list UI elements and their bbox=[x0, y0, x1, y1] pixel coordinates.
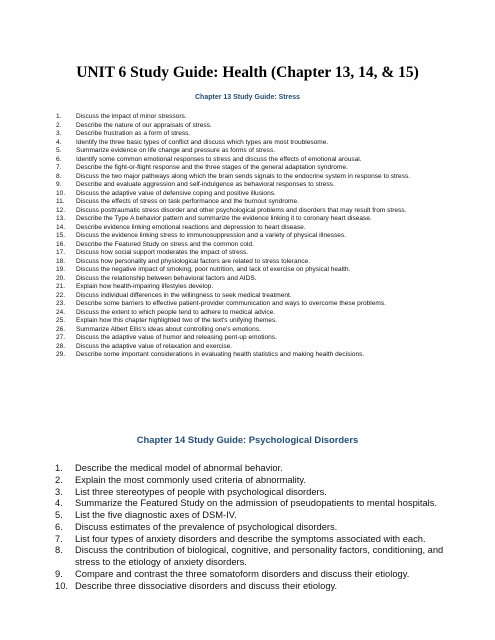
list-item-text: Summarize evidence on life change and pressure as forms of stress. bbox=[76, 147, 276, 154]
list-item-number: 9. bbox=[56, 181, 62, 188]
list-item-number: 3. bbox=[56, 130, 62, 137]
list-item-text: Describe some important considerations in evaluating health statistics and making health decisions. bbox=[76, 351, 365, 358]
chapter-13-heading: Chapter 13 Study Guide: Stress bbox=[194, 94, 301, 101]
list-item-number: 13. bbox=[56, 215, 66, 222]
list-item-number: 20. bbox=[56, 274, 66, 282]
list-item-number: 11. bbox=[56, 198, 65, 205]
list-item-number: 19. bbox=[56, 266, 66, 273]
list-item bbox=[56, 121, 446, 131]
list-item-text: Discuss individual differences in the willingness to seek medical treatment. bbox=[76, 291, 292, 299]
list-item-text: Explain the most commonly used criteria of abnormality. bbox=[75, 474, 306, 485]
list-item bbox=[56, 232, 446, 241]
list-item-number: 7. bbox=[55, 533, 63, 544]
chapter-14-objectives-list bbox=[55, 463, 445, 592]
list-item bbox=[56, 334, 446, 343]
list-item bbox=[56, 325, 446, 335]
list-item-text: Compare and contrast the three somatoform disorders and discuss their etiology. bbox=[75, 568, 410, 579]
list-item-text: Describe the nature of our appraisals of stress. bbox=[76, 121, 212, 129]
list-item bbox=[55, 580, 445, 593]
list-item-text: Discuss the relationship between behavioral factors and AIDS. bbox=[76, 274, 257, 282]
list-item bbox=[56, 223, 446, 233]
list-item-text: Discuss estimates of the prevalence of psychological disorders. bbox=[75, 521, 338, 532]
list-item-text: Summarize Albert Ellis's ideas about controlling one's emotions. bbox=[76, 325, 261, 333]
list-item bbox=[56, 291, 446, 301]
list-item-text: Discuss the impact of minor stressors. bbox=[76, 113, 187, 120]
list-item bbox=[55, 568, 445, 581]
list-item-number: 8. bbox=[56, 172, 62, 180]
list-item-text: Describe three dissociative disorders and discuss their etiology. bbox=[75, 580, 338, 591]
list-item-number: 27. bbox=[56, 334, 66, 341]
list-item bbox=[56, 215, 446, 224]
list-item-text: Discuss the contribution of biological, cognitive, and personality factors, conditioning, and stress to the etiology of anxiety disorders. bbox=[75, 545, 444, 567]
list-item bbox=[55, 498, 445, 510]
list-item bbox=[55, 545, 445, 569]
list-item-number: 6. bbox=[55, 521, 63, 532]
list-item bbox=[55, 474, 445, 487]
list-item bbox=[55, 533, 445, 546]
list-item-text: Describe evidence linking emotional reactions and depression to heart disease. bbox=[76, 223, 306, 231]
list-item-number: 1. bbox=[56, 113, 62, 120]
list-item-number: 22. bbox=[56, 291, 66, 299]
list-item-number: 2. bbox=[55, 474, 63, 485]
list-item-number: 25. bbox=[56, 317, 66, 324]
list-item-number: 9. bbox=[55, 568, 63, 579]
list-item-text: Describe the medical model of abnormal behavior. bbox=[75, 463, 283, 473]
list-item-text: Describe the Featured Study on stress and the common cold. bbox=[76, 240, 254, 248]
list-item bbox=[56, 189, 446, 199]
list-item-number: 17. bbox=[56, 249, 66, 256]
list-item-number: 2. bbox=[56, 121, 62, 129]
list-item bbox=[56, 147, 446, 156]
list-item-number: 14. bbox=[56, 223, 66, 231]
list-item bbox=[55, 521, 445, 534]
list-item-number: 8. bbox=[55, 545, 63, 556]
list-item-text: Identify the three basic types of conflict and discuss which types are most troublesome. bbox=[76, 138, 329, 146]
list-item bbox=[56, 198, 446, 207]
list-item-text: Discuss the adaptive value of humor and releasing pent-up emotions. bbox=[76, 334, 277, 341]
list-item-number: 26. bbox=[56, 325, 66, 333]
chapter-14-heading: Chapter 14 Study Guide: Psychological Disorders bbox=[136, 434, 359, 445]
list-item bbox=[56, 274, 446, 284]
list-item-text: List four types of anxiety disorders and describe the symptoms associated with each. bbox=[75, 533, 426, 544]
list-item-number: 5. bbox=[56, 147, 62, 154]
list-item bbox=[56, 240, 446, 250]
document-title: UNIT 6 Study Guide: Health (Chapter 13, 14, & 15) bbox=[76, 64, 419, 81]
list-item bbox=[55, 510, 445, 522]
list-item-text: Describe some barriers to effective patient-provider communication and ways to overcome these problems. bbox=[76, 300, 386, 307]
list-item-number: 4. bbox=[55, 498, 63, 509]
list-item-number: 7. bbox=[56, 164, 62, 171]
list-item-number: 16. bbox=[56, 240, 66, 248]
list-item bbox=[56, 138, 446, 148]
list-item bbox=[56, 249, 446, 258]
list-item-number: 15. bbox=[56, 232, 66, 239]
list-item bbox=[55, 486, 445, 499]
list-item bbox=[56, 342, 446, 352]
list-item bbox=[56, 308, 446, 318]
list-item-text: Describe and evaluate aggression and self-indulgence as behavioral responses to stress. bbox=[76, 181, 335, 188]
list-item-text: List the five diagnostic axes of DSM-IV. bbox=[75, 510, 237, 520]
list-item-text: Describe the fight-or-flight response and the three stages of the general adaptation syndrome. bbox=[76, 164, 348, 171]
list-item-text: Describe frustration as a form of stress. bbox=[76, 130, 191, 137]
list-item-text: Explain how this chapter highlighted two of the text's unifying themes. bbox=[76, 317, 278, 324]
list-item bbox=[56, 113, 446, 122]
list-item-text: Discuss posttraumatic stress disorder and other psychological problems and disorders that may result from stress. bbox=[76, 206, 407, 214]
list-item-number: 5. bbox=[55, 510, 63, 520]
list-item-text: Discuss the negative impact of smoking, poor nutrition, and lack of exercise on physical health. bbox=[76, 266, 351, 273]
list-item-text: Discuss the effects of stress on task performance and the burnout syndrome. bbox=[76, 198, 299, 205]
list-item bbox=[56, 164, 446, 173]
list-item-text: Discuss the two major pathways along which the brain sends signals to the endocrine system in response to stress. bbox=[76, 172, 411, 180]
list-item-number: 29. bbox=[56, 351, 66, 358]
list-item-number: 23. bbox=[56, 300, 66, 307]
list-item bbox=[56, 317, 446, 326]
list-item-number: 18. bbox=[56, 257, 66, 265]
list-item bbox=[55, 463, 445, 475]
list-item bbox=[56, 172, 446, 182]
list-item bbox=[56, 130, 446, 139]
list-item-text: Discuss the adaptive value of relaxation and exercise. bbox=[76, 342, 233, 350]
list-item-text: Discuss how personality and physiological factors are related to stress tolerance. bbox=[76, 257, 310, 265]
list-item-number: 4. bbox=[56, 138, 62, 146]
list-item-number: 6. bbox=[56, 155, 62, 163]
list-item-number: 28. bbox=[56, 342, 66, 350]
list-item-text: Discuss the evidence linking stress to immunosuppression and a variety of physical illnesses. bbox=[76, 232, 347, 239]
list-item-text: Summarize the Featured Study on the admission of pseudopatients to mental hospitals. bbox=[75, 498, 438, 509]
list-item bbox=[56, 266, 446, 275]
list-item bbox=[56, 181, 446, 190]
list-item-number: 10. bbox=[56, 189, 66, 197]
list-item-text: Discuss how social support moderates the impact of stress. bbox=[76, 249, 249, 256]
list-item-text: Identify some common emotional responses to stress and discuss the effects of emotional arousal. bbox=[76, 155, 362, 163]
list-item-text: Describe the Type A behavior pattern and summarize the evidence linking it to coronary heart disease. bbox=[76, 215, 372, 222]
list-item bbox=[56, 206, 446, 216]
chapter-13-objectives-list bbox=[56, 113, 446, 360]
list-item bbox=[56, 351, 446, 360]
list-item-text: Discuss the extent to which people tend to adhere to medical advice. bbox=[76, 308, 276, 316]
list-item-text: Discuss the adaptive value of defensive coping and positive illusions. bbox=[76, 189, 276, 197]
list-item-text: List three stereotypes of people with psychological disorders. bbox=[75, 486, 327, 497]
list-item-number: 21. bbox=[56, 283, 66, 290]
list-item-number: 1. bbox=[55, 463, 63, 473]
list-item-number: 3. bbox=[55, 486, 63, 497]
list-item-text: Explain how health-impairing lifestyles develop. bbox=[76, 283, 214, 290]
list-item-number: 10. bbox=[55, 580, 68, 591]
list-item-number: 12. bbox=[56, 206, 66, 214]
list-item bbox=[56, 283, 446, 292]
list-item-number: 24. bbox=[56, 308, 66, 316]
list-item bbox=[56, 155, 446, 165]
list-item bbox=[56, 257, 446, 267]
list-item bbox=[56, 300, 446, 309]
